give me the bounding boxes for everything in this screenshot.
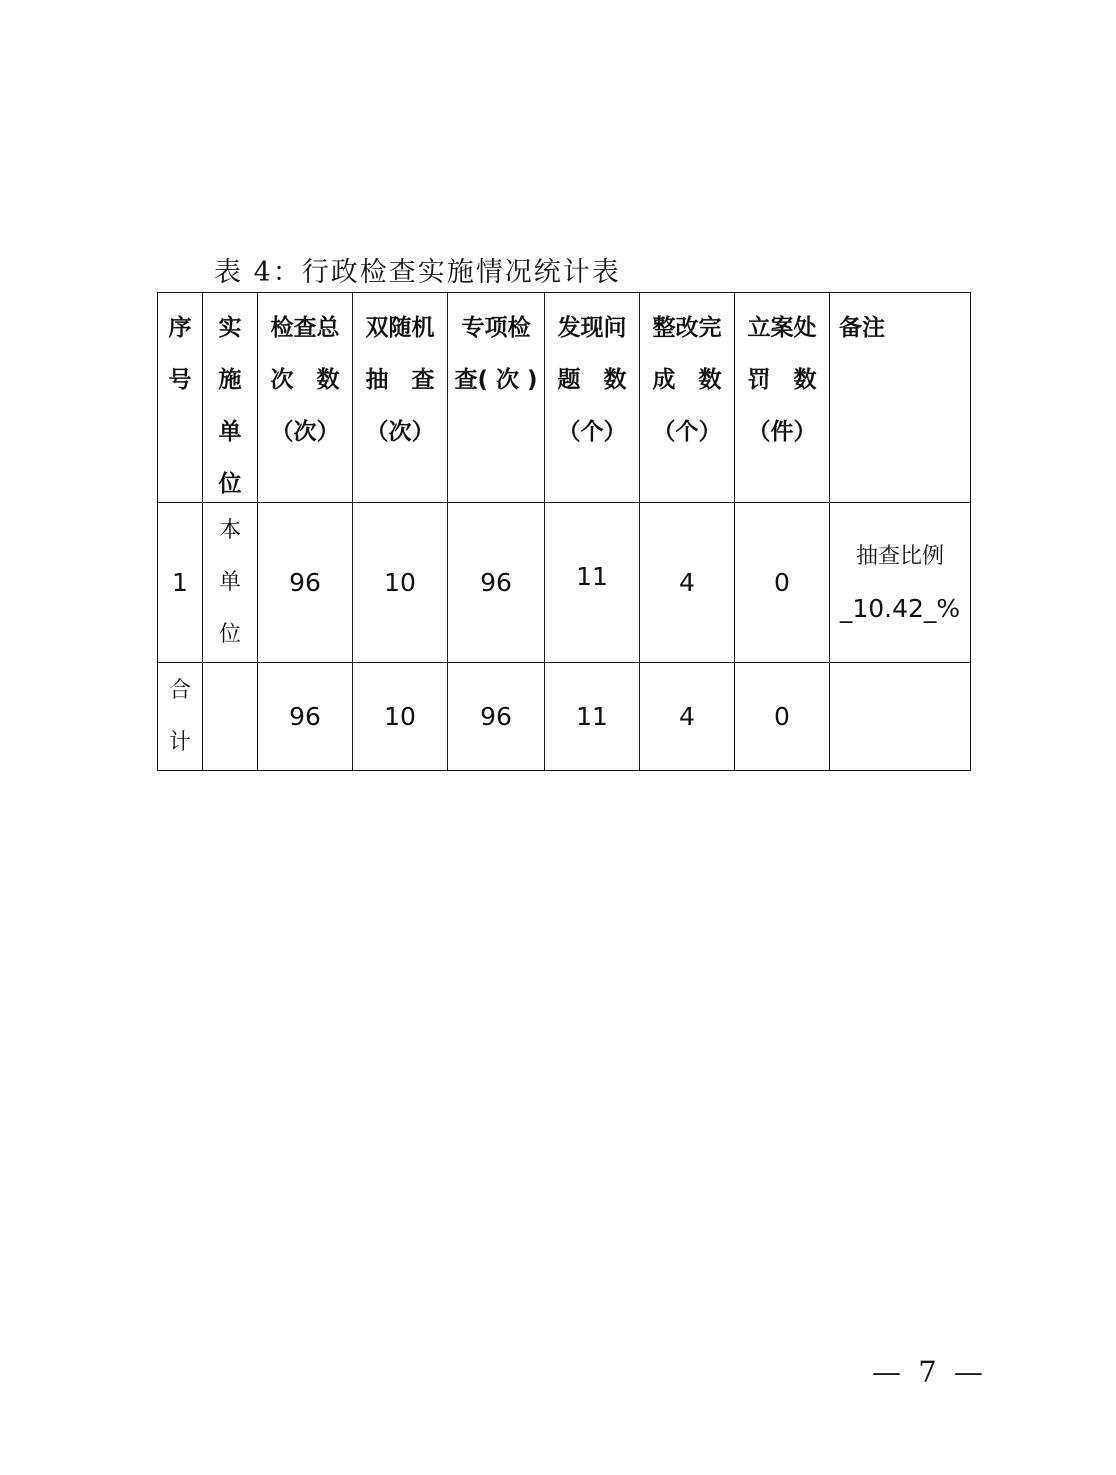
special-value: 96 bbox=[480, 568, 512, 597]
cell-total-special bbox=[448, 663, 545, 771]
cell-total-fixed bbox=[640, 663, 735, 771]
total-sum-value: 96 bbox=[289, 702, 321, 731]
seq-value: 1 bbox=[172, 568, 188, 597]
cell-random bbox=[353, 503, 448, 663]
header-unit bbox=[203, 293, 258, 503]
cell-special bbox=[448, 503, 545, 663]
table-row bbox=[158, 503, 971, 663]
cell-total bbox=[258, 503, 353, 663]
cell-issues bbox=[545, 503, 640, 663]
header-total-line: 检查总 bbox=[270, 315, 340, 341]
header-seq-line: 序 bbox=[168, 315, 192, 341]
cell-cases bbox=[735, 503, 830, 663]
header-random-line: （次） bbox=[365, 419, 435, 445]
cases-value: 0 bbox=[774, 568, 790, 597]
header-penalty-cases bbox=[735, 293, 830, 503]
header-seq-line: 号 bbox=[168, 367, 192, 393]
header-rectified bbox=[640, 293, 735, 503]
header-issues-line: 发现问 bbox=[557, 315, 627, 341]
header-cases-line: （件） bbox=[747, 419, 817, 445]
cell-total-remark bbox=[830, 663, 971, 771]
issues-sum-value: 11 bbox=[576, 702, 608, 731]
cell-total-random bbox=[353, 663, 448, 771]
unit-char: 单 bbox=[218, 569, 241, 595]
remark-label: 抽查比例 bbox=[855, 543, 944, 569]
header-special-line: 查( 次 ) bbox=[454, 367, 538, 393]
unit-char: 本 bbox=[218, 517, 241, 543]
unit-char: 位 bbox=[218, 621, 241, 647]
random-sum-value: 10 bbox=[384, 702, 416, 731]
total-label-char: 计 bbox=[168, 729, 191, 755]
fixed-sum-value: 4 bbox=[679, 702, 695, 731]
cell-total-total bbox=[258, 663, 353, 771]
header-special-inspections bbox=[448, 293, 545, 503]
table-caption: 表 4：行政检查实施情况统计表 bbox=[214, 257, 621, 288]
total-value: 96 bbox=[289, 568, 321, 597]
header-fixed-line: （个） bbox=[652, 419, 722, 445]
header-cases-line: 罚 数 bbox=[747, 367, 817, 393]
header-issues-line: （个） bbox=[557, 419, 627, 445]
cell-total-label bbox=[158, 663, 203, 771]
random-value: 10 bbox=[384, 568, 416, 597]
header-random-line: 双随机 bbox=[365, 315, 435, 341]
header-total-line: （次） bbox=[270, 419, 340, 445]
header-remark-line: 备注 bbox=[839, 315, 885, 341]
cell-total-cases bbox=[735, 663, 830, 771]
total-label-char: 合 bbox=[168, 677, 191, 703]
remark-value: _10.42_% bbox=[839, 593, 961, 623]
header-special-line: 专项检 bbox=[461, 315, 531, 341]
header-unit-line: 施 bbox=[218, 367, 242, 393]
cell-seq bbox=[158, 503, 203, 663]
cell-total-issues bbox=[545, 663, 640, 771]
cases-sum-value: 0 bbox=[774, 702, 790, 731]
header-cases-line: 立案处 bbox=[747, 315, 817, 341]
cell-total-unit bbox=[203, 663, 258, 771]
header-random-inspections bbox=[353, 293, 448, 503]
header-unit-line: 实 bbox=[218, 315, 242, 341]
header-total-line: 次 数 bbox=[270, 367, 340, 393]
header-fixed-line: 成 数 bbox=[652, 367, 722, 393]
header-random-line: 抽 查 bbox=[365, 367, 435, 393]
header-remark bbox=[830, 293, 971, 503]
header-issues-found bbox=[545, 293, 640, 503]
header-unit-line: 位 bbox=[218, 471, 242, 497]
header-seq bbox=[158, 293, 203, 503]
header-fixed-line: 整改完 bbox=[652, 315, 722, 341]
header-row bbox=[158, 293, 971, 503]
special-sum-value: 96 bbox=[480, 702, 512, 731]
fixed-value: 4 bbox=[679, 568, 695, 597]
header-issues-line: 题 数 bbox=[557, 367, 627, 393]
inspection-statistics-table bbox=[157, 292, 971, 771]
table-row-total bbox=[158, 663, 971, 771]
cell-fixed bbox=[640, 503, 735, 663]
page-number: — 7 — bbox=[872, 1355, 987, 1389]
cell-remark bbox=[830, 503, 971, 663]
header-unit-line: 单 bbox=[218, 419, 242, 445]
issues-value: 11 bbox=[576, 562, 608, 591]
cell-unit bbox=[203, 503, 258, 663]
header-total-inspections bbox=[258, 293, 353, 503]
